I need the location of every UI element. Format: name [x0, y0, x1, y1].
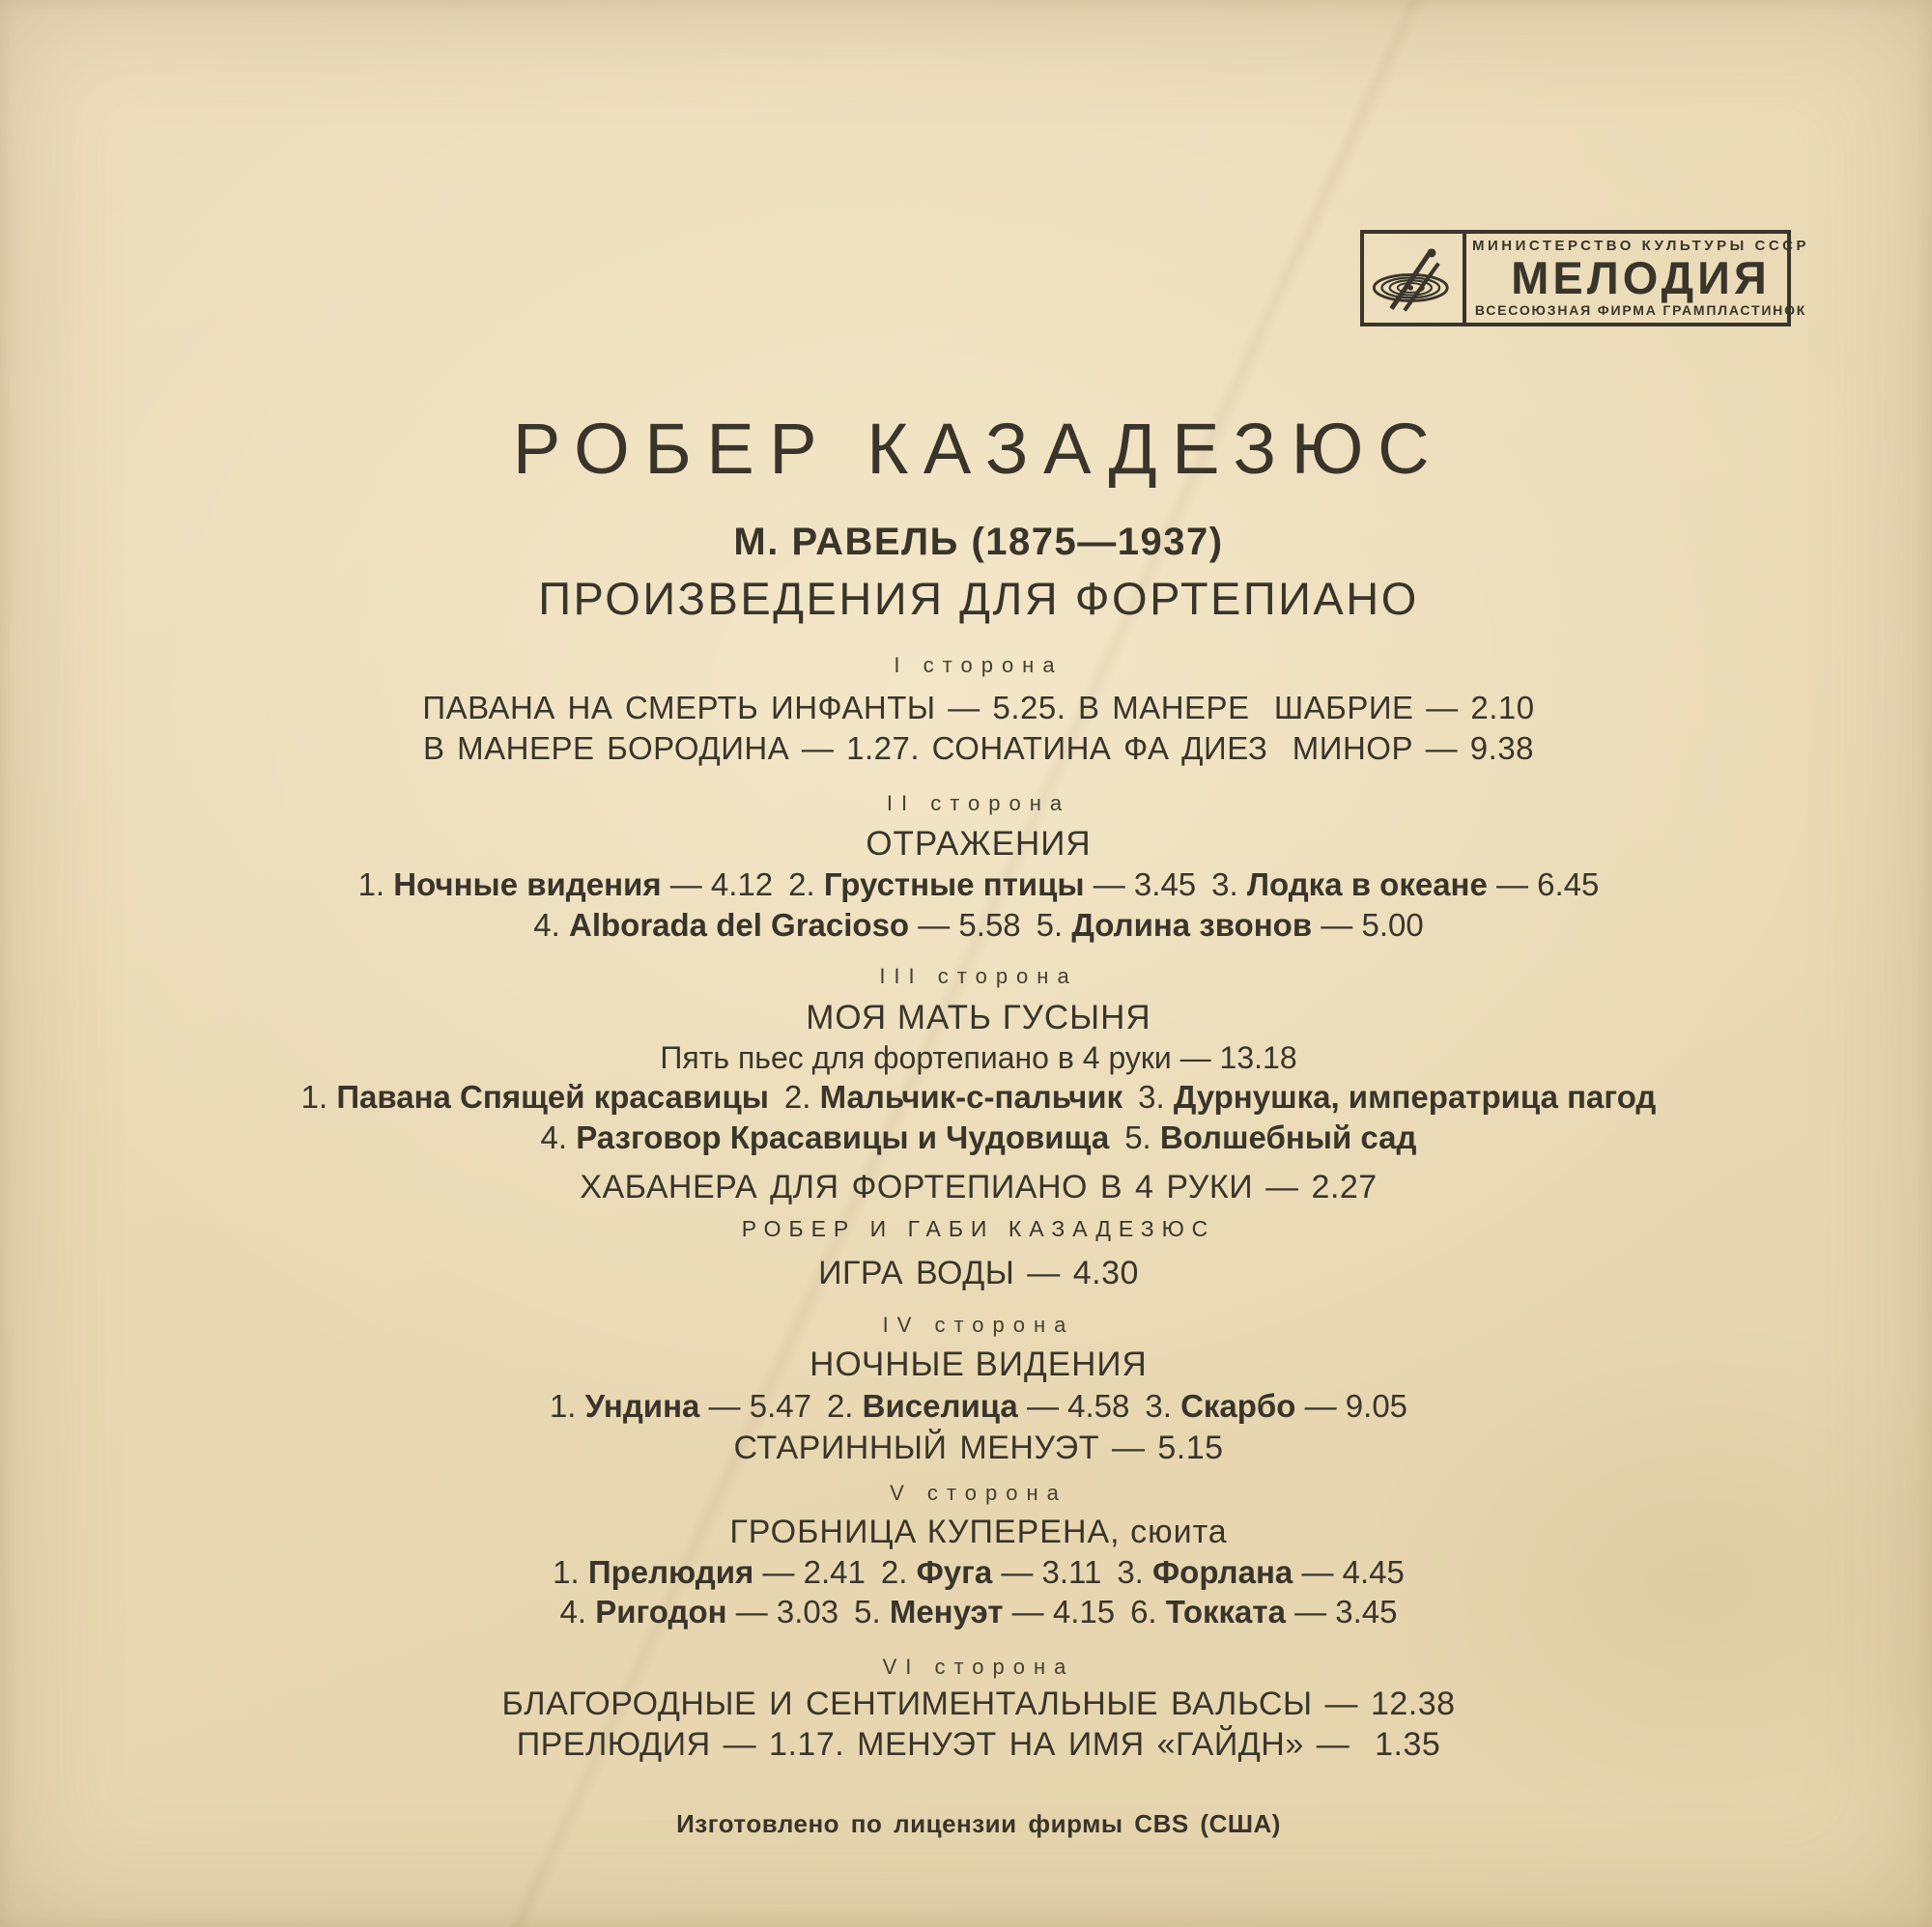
ministry-label: МИНИСТЕРСТВО КУЛЬТУРЫ СССР — [1472, 237, 1809, 254]
publisher-text-block — [1466, 234, 1815, 323]
side-1-track-line-2: В МАНЕРЕ БОРОДИНА — 1.27. СОНАТИНА ФА ДИЕЗ МИНОР — 9.38 — [422, 730, 1535, 766]
track-item: 5. Долина звонов — 5.00 — [1036, 907, 1424, 943]
track-item: 3. Лодка в океане — 6.45 — [1211, 866, 1600, 902]
track-item: 1. Ночные видения — 4.12 — [357, 866, 774, 902]
melodiya-stamp — [1360, 230, 1809, 326]
side-2-work-title: ОТРАЖЕНИЯ — [866, 825, 1092, 863]
side-4-track-row-1 — [25, 1390, 1932, 1422]
track-item: 2. Мальчик-с-пальчик — [783, 1079, 1123, 1115]
side-5-work-title: ГРОБНИЦА КУПЕРЕНА, сюита — [729, 1514, 1228, 1550]
track-item: 3. Форлана — 4.45 — [1117, 1554, 1405, 1590]
track-item: 2. Грустные птицы — 3.45 — [788, 866, 1197, 902]
side-3-label: III сторона — [879, 964, 1078, 988]
track-item: 2. Фуга — 3.11 — [880, 1554, 1102, 1590]
composer-line: М. РАВЕЛЬ (1875—1937) — [733, 521, 1224, 563]
melodiya-wordmark: МЕЛОДИЯ — [1511, 251, 1771, 303]
side-6-label: VI сторона — [882, 1655, 1075, 1679]
track-item: 1. Павана Спящей красавицы — [300, 1079, 769, 1115]
artist-name: РОБЕР КАЗАДЕЗЮС — [512, 409, 1445, 489]
side-3-work-title: МОЯ МАТЬ ГУСЫНЯ — [806, 999, 1151, 1036]
side-1-label: I сторона — [894, 653, 1064, 677]
side-6-track-line-2: ПРЕЛЮДИЯ — 1.17. МЕНУЭТ НА ИМЯ «ГАЙДН» — 1.35 — [516, 1726, 1441, 1763]
habanera-line: ХАБАНЕРА ДЛЯ ФОРТЕПИАНО В 4 РУКИ — 2.27 — [580, 1169, 1378, 1205]
track-item: 5. Менуэт — 4.15 — [854, 1594, 1116, 1629]
track-item: 1. Ундина — 5.47 — [549, 1388, 811, 1424]
side-5-label: V сторона — [890, 1481, 1067, 1505]
side-4-work-title: НОЧНЫЕ ВИДЕНИЯ — [810, 1346, 1148, 1383]
track-item: 3. Скарбо — 9.05 — [1145, 1388, 1408, 1424]
track-item: 4. Ригодон — 3.03 — [559, 1594, 839, 1629]
melodiya-record-icon — [1364, 234, 1466, 323]
track-item: 3. Дурнушка, императрица пагод — [1138, 1079, 1657, 1115]
jeux-deau-line: ИГРА ВОДЫ — 4.30 — [818, 1255, 1139, 1291]
side-5-track-row-2 — [25, 1596, 1932, 1628]
side-5-track-row-1 — [25, 1556, 1932, 1588]
track-item: 4. Alborada del Gracioso — 5.58 — [533, 907, 1021, 943]
track-item: 2. Виселица — 4.58 — [826, 1388, 1130, 1424]
album-title: ПРОИЗВЕДЕНИЯ ДЛЯ ФОРТЕПИАНО — [538, 573, 1419, 624]
menuet-antique-line: СТАРИННЫЙ МЕНУЭТ — 5.15 — [733, 1430, 1224, 1466]
sleeve-content — [25, 409, 1932, 1838]
side-3-track-row-1 — [25, 1081, 1932, 1113]
firm-label: ВСЕСОЮЗНАЯ ФИРМА ГРАМПЛАСТИНОК — [1474, 301, 1807, 318]
side-2-track-row-1 — [25, 868, 1932, 900]
performers-line: РОБЕР И ГАБИ КАЗАДЕЗЮС — [741, 1216, 1216, 1241]
side-4-label: IV сторона — [882, 1313, 1075, 1337]
track-item: 5. Волшебный сад — [1124, 1119, 1417, 1155]
side-3-work-subtitle: Пять пьес для фортепиано в 4 руки — 13.18 — [660, 1040, 1297, 1075]
track-item: 6. Токката — 3.45 — [1130, 1594, 1398, 1629]
side-1-track-line-1: ПАВАНА НА СМЕРТЬ ИНФАНТЫ — 5.25. В МАНЕРЕ ШАБРИЕ — 2.10 — [422, 690, 1535, 725]
side-6-track-line-1: БЛАГОРОДНЫЕ И СЕНТИМЕНТАЛЬНЫЕ ВАЛЬСЫ — 12.38 — [501, 1686, 1456, 1722]
side-2-label: II сторона — [886, 791, 1071, 815]
side-2-track-row-2 — [25, 909, 1932, 941]
track-item: 1. Прелюдия — 2.41 — [553, 1554, 866, 1590]
side-3-track-row-2 — [25, 1121, 1932, 1153]
track-item: 4. Разговор Красавицы и Чудовища — [540, 1119, 1110, 1155]
license-note: Изготовлено по лицензии фирмы CBS (США) — [676, 1809, 1281, 1838]
